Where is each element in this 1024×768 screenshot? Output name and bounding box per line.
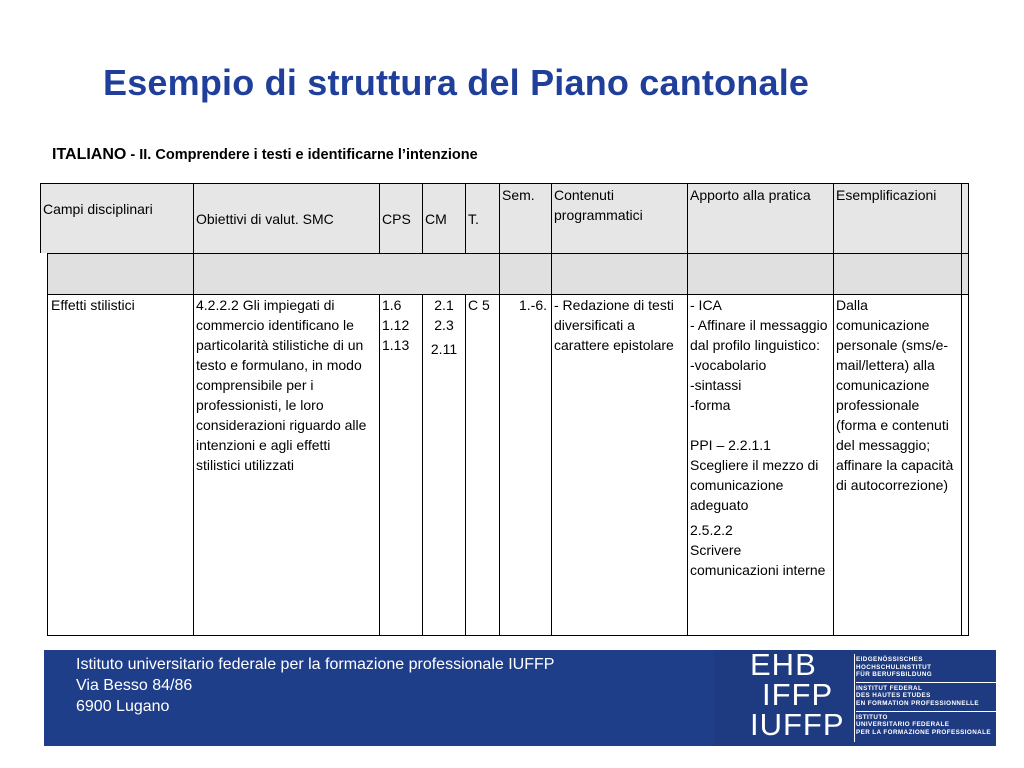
logo-name-de: EIDGENÖSSISCHES HOCHSCHULINSTITUT FÜR BERUFSBILDUNG [856, 654, 996, 683]
header-contenuti: Contenuti programmatici [551, 183, 687, 253]
logo-name-it: ISTITUTO UNIVERSITARIO FEDERALE PER LA FORMAZIONE PROFESSIONALE [856, 713, 991, 736]
bar-contenuti [551, 253, 687, 294]
bar-apporto [687, 253, 833, 294]
institute-logo [714, 647, 996, 746]
cell-campi: Effetti stilistici [47, 294, 193, 636]
subtitle-text: - II. Comprendere i testi e identificarne l’intenzione [126, 147, 478, 163]
logo-name-fr: INSTITUT FEDERAL DES HAUTES ETUDES EN FORMATION PROFESSIONNELLE [856, 683, 996, 712]
footer-institute: Istituto universitario federale per la formazione professionale IUFFP [76, 656, 555, 673]
header-cm: CM [422, 183, 465, 253]
cell-cm: 2.1 2.3 2.11 [422, 294, 465, 636]
header-esempl: Esemplificazioni [833, 183, 961, 253]
logo-abbreviations: EHB IFFP IUFFP [750, 647, 845, 742]
cell-esempl: Dalla comunicazione personale (sms/e-mail/lettera) alla comunicazione professionale (forma e contenuti del messaggio; affinare la capacità di autocorrezione) [833, 294, 961, 636]
subject-label: ITALIANO [52, 146, 127, 163]
page-title: Esempio di struttura del Piano cantonale [103, 62, 810, 103]
logo-divider [854, 654, 855, 742]
bar-obiettivi [193, 253, 499, 294]
header-obiettivi: Obiettivi di valut. SMC [193, 183, 379, 253]
footer-street: Via Besso 84/86 [76, 677, 193, 694]
table-bottom-border [47, 635, 969, 636]
cell-sem: 1.-6. [499, 294, 551, 636]
bar-esempl [833, 253, 961, 294]
plan-table [40, 183, 969, 636]
cell-cps: 1.6 1.12 1.13 [379, 294, 422, 636]
header-sem: Sem. [499, 183, 551, 253]
cell-obiettivi: 4.2.2.2 Gli impiegati di commercio identificano le particolarità stilistiche di un testo e formulano, in modo comprensibile per i professionisti, le loro considerazioni riguardo alle intenzioni e agli effetti stilistici utilizzati [193, 294, 379, 636]
cell-extra [961, 294, 969, 636]
bar-extra [961, 253, 969, 294]
page-subtitle [52, 146, 478, 164]
header-campi: Campi disciplinari [40, 183, 193, 253]
cell-t: C 5 [465, 294, 499, 636]
cell-apporto: - ICA - Affinare il messaggio dal profilo linguistico: -vocabolario -sintassi -forma PPI – 2.2.1.1 Scegliere il mezzo di comunicazione adeguato 2.5.2.2 Scrivere comunicazioni interne [687, 294, 833, 636]
header-apporto: Apporto alla pratica [687, 183, 833, 253]
header-t: T. [465, 183, 499, 253]
bar-campi [47, 253, 193, 294]
logo-names [856, 654, 996, 739]
footer-address [76, 654, 554, 717]
cell-contenuti: - Redazione di testi diversificati a carattere epistolare [551, 294, 687, 636]
footer-city: 6900 Lugano [76, 698, 170, 715]
header-extra [961, 183, 969, 253]
bar-sem [499, 253, 551, 294]
header-cps: CPS [379, 183, 422, 253]
